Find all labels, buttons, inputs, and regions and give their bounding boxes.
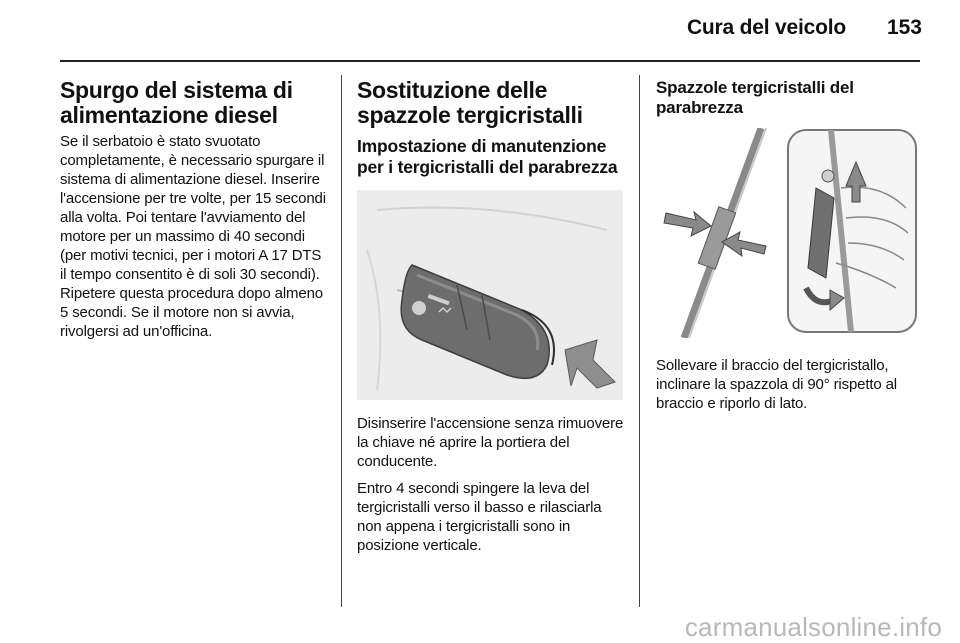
service-position-step-1: Disinserire l'accensione senza rimuovere la chiave né aprire la portiera del conducente. [357, 415, 624, 470]
section-heading-diesel-bleed: Spurgo del sistema di alimentazione diesel [60, 77, 293, 128]
column-divider-1 [341, 75, 342, 607]
section-heading-wiper-blades: Spazzole tergicristalli del parabrezza [656, 78, 854, 117]
wiper-lever-illustration [357, 190, 623, 400]
section-heading-wiper-replacement: Sostituzione delle spazzole tergicristalli [357, 77, 583, 128]
header-divider [60, 60, 920, 62]
column-wiper-replacement [357, 78, 625, 555]
column-diesel-bleed [60, 78, 326, 341]
wiper-blade-instructions: Sollevare il braccio del tergicristallo, inclinare la spazzola di 90° rispetto al braccio e riporlo di lato. [656, 357, 897, 412]
service-position-step-2: Entro 4 secondi spingere la leva del tergicristalli verso il basso e rilasciarla non appena i tergicristalli sono in posizione verticale. [357, 480, 602, 554]
diesel-bleed-text: Se il serbatoio è stato svuotato completamente, è necessario spurgare il sistema di alimentazione diesel. Inserire l'accensione per tre volte, per 15 secondi alla volta. Poi tentare l'avviamento del motore per un massimo di 40 secondi (per motivi tecnici, per i motori A 17 DTS il tempo consentito è di soli 30 secondi). Ripetere questa procedura dopo almeno 5 secondi. Se il motore non si avvia, rivolgersi ad un'officina. [60, 133, 326, 340]
column-divider-2 [639, 75, 640, 607]
wiper-blade-illustration [656, 128, 920, 338]
page-number: 153 [886, 16, 922, 39]
watermark: carmanualsonline.info [684, 612, 942, 642]
subheading-service-position: Impostazione di manutenzione per i tergicristalli del parabrezza [357, 136, 618, 177]
column-windscreen-wiper-blades [656, 78, 920, 413]
section-title: Cura del veicolo [686, 16, 846, 39]
